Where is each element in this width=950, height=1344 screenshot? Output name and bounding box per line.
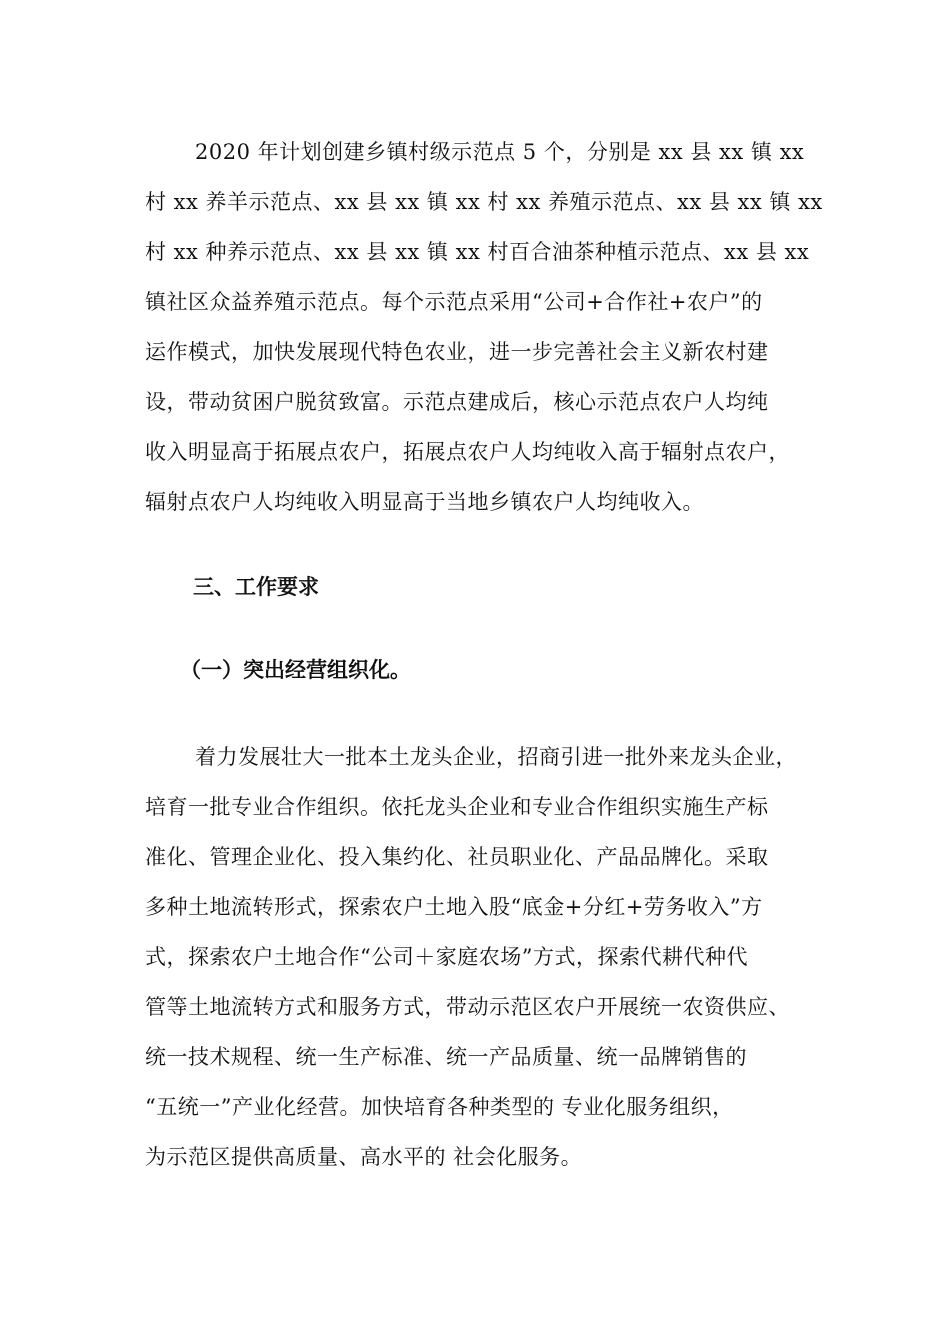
paragraph2-line-4: 多种土地流转形式，探索农户土地入股“底金+分红+劳务收入”方 bbox=[145, 895, 763, 919]
section-heading: 三、工作要求 bbox=[193, 575, 319, 599]
subsection-heading: （一）突出经营组织化。 bbox=[180, 658, 411, 682]
paragraph1-line-1: 2020 年计划创建乡镇村级示范点 5 个，分别是 xx 县 xx 镇 xx bbox=[195, 140, 805, 164]
paragraph2-line-2: 培育一批专业合作组织。依托龙头企业和专业合作组织实施生产标 bbox=[145, 795, 769, 819]
paragraph2-line-9: 为示范区提供高质量、高水平的 社会化服务。 bbox=[145, 1145, 583, 1169]
paragraph1-line-3: 村 xx 种养示范点、xx 县 xx 镇 xx 村百合油茶种植示范点、xx 县 xx bbox=[145, 240, 810, 264]
paragraph2-line-8: “五统一”产业化经营。加快培育各种类型的 专业化服务组织， bbox=[145, 1095, 734, 1119]
paragraph2-line-6: 管等土地流转方式和服务方式，带动示范区农户开展统一农资供应、 bbox=[145, 995, 790, 1019]
paragraph2-line-5: 式，探索农户土地合作“公司＋家庭农场”方式，探索代耕代种代 bbox=[145, 945, 748, 969]
paragraph2-line-3: 准化、管理企业化、投入集约化、社员职业化、产品品牌化。采取 bbox=[145, 845, 769, 869]
paragraph1-line-6: 设，带动贫困户脱贫致富。示范点建成后，核心示范点农户人均纯 bbox=[145, 390, 769, 414]
paragraph2-line-1: 着力发展壮大一批本土龙头企业，招商引进一批外来龙头企业， bbox=[195, 745, 797, 769]
paragraph1-line-4: 镇社区众益养殖示范点。每个示范点采用“公司+合作社+农户”的 bbox=[145, 290, 763, 314]
paragraph2-line-7: 统一技术规程、统一生产标准、统一产品质量、统一品牌销售的 bbox=[145, 1045, 747, 1069]
paragraph1-line-7: 收入明显高于拓展点农户，拓展点农户人均纯收入高于辐射点农户， bbox=[145, 440, 790, 464]
paragraph1-line-2: 村 xx 养羊示范点、xx 县 xx 镇 xx 村 xx 养殖示范点、xx 县 xx 镇 xx bbox=[145, 190, 823, 214]
paragraph1-line-5: 运作模式，加快发展现代特色农业，进一步完善社会主义新农村建 bbox=[145, 340, 769, 364]
paragraph1-line-8: 辐射点农户人均纯收入明显高于当地乡镇农户人均纯收入。 bbox=[145, 490, 704, 514]
